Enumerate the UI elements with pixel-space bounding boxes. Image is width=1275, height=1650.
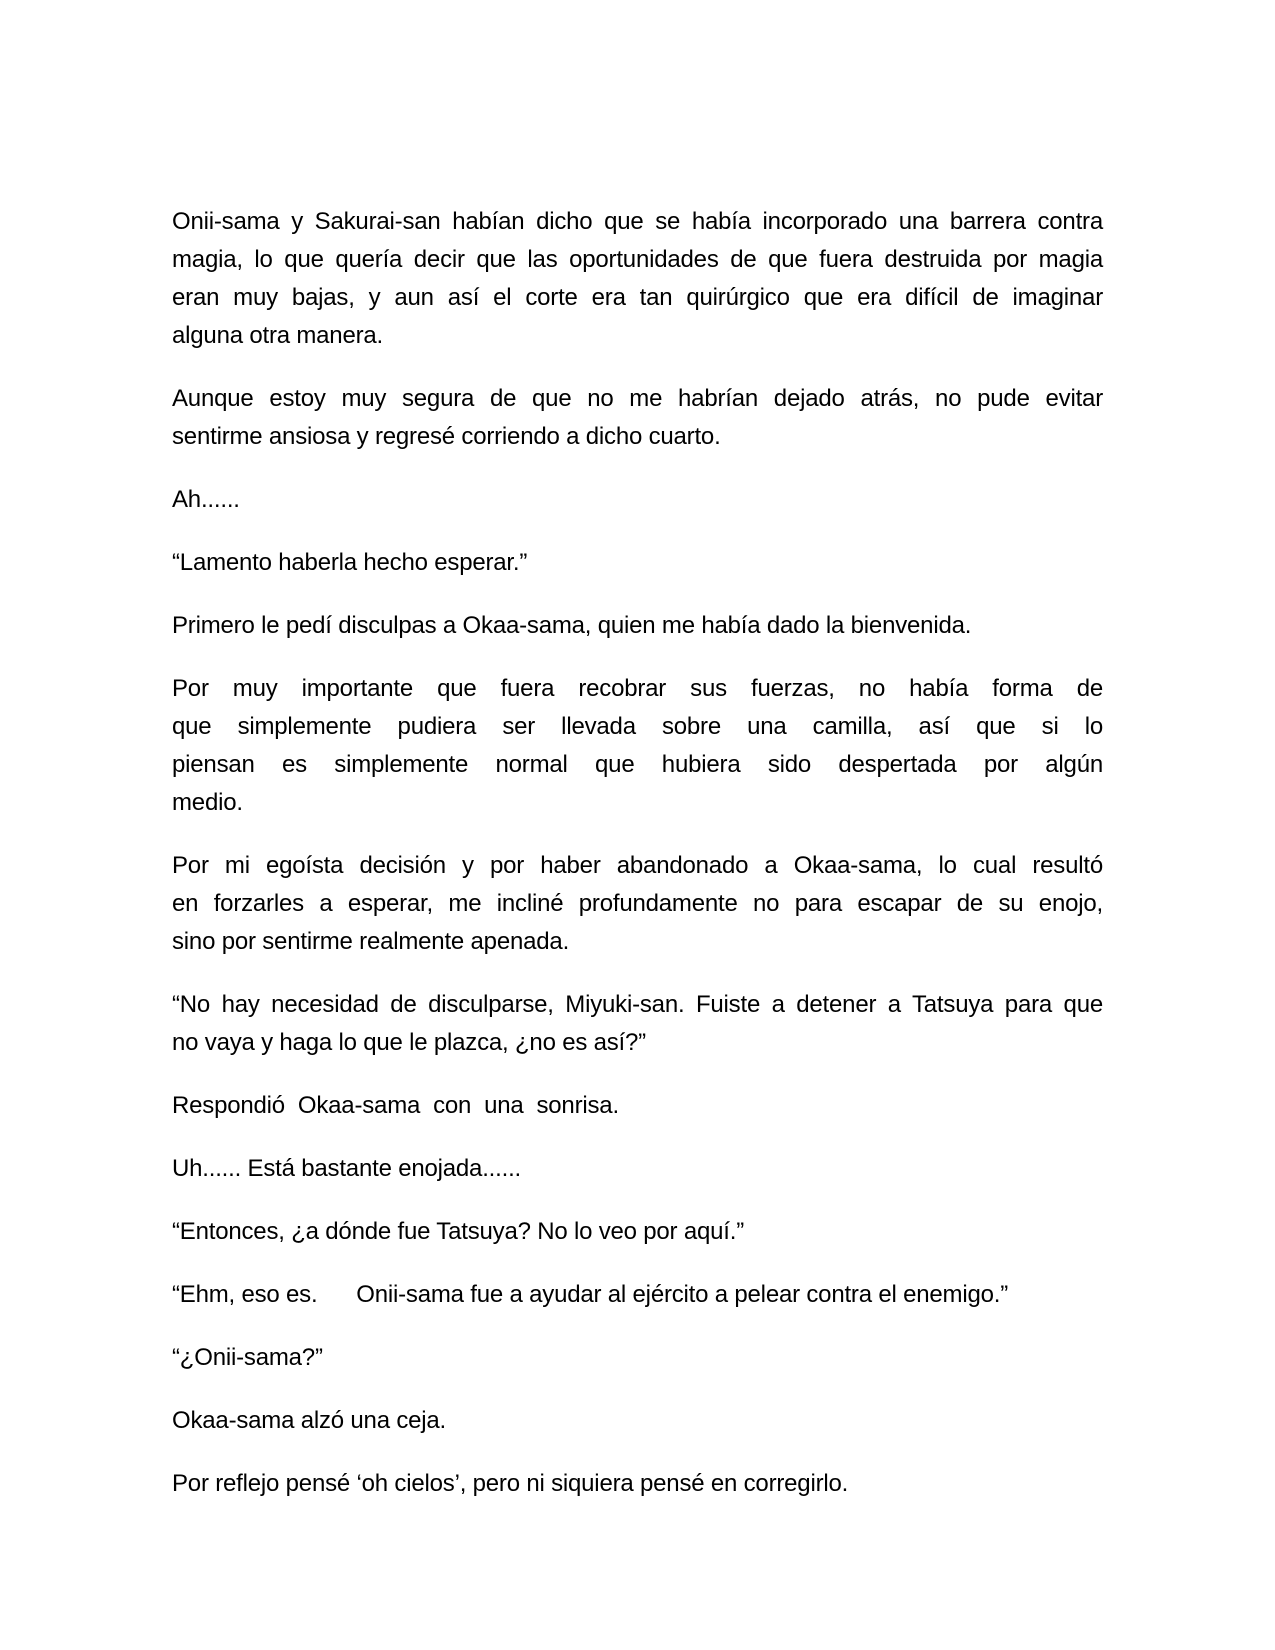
paragraph xyxy=(172,544,1103,582)
paragraph xyxy=(172,986,1103,1062)
text-line: “Lamento haberla hecho esperar.” xyxy=(172,549,528,576)
paragraph xyxy=(172,380,1103,456)
paragraph xyxy=(172,481,1103,519)
text-line: “¿Onii-sama?” xyxy=(172,1344,323,1371)
paragraph xyxy=(172,847,1103,961)
text-line: sentirme ansiosa y regresé corriendo a dicho cuarto. xyxy=(172,423,721,450)
text-line: Ah...... xyxy=(172,486,240,513)
paragraph xyxy=(172,1465,1103,1503)
paragraph xyxy=(172,607,1103,645)
paragraph xyxy=(172,1150,1103,1188)
text-line: en forzarles a esperar, me incliné profundamente no para escapar de su enojo, xyxy=(172,890,1103,917)
text-line: eran muy bajas, y aun así el corte era tan quirúrgico que era difícil de imaginar xyxy=(172,284,1103,311)
paragraph xyxy=(172,670,1103,822)
text-line: Primero le pedí disculpas a Okaa-sama, quien me había dado la bienvenida. xyxy=(172,612,972,639)
text-line: Por reflejo pensé ‘oh cielos’, pero ni siquiera pensé en corregirlo. xyxy=(172,1470,849,1497)
text-line: no vaya y haga lo que le plazca, ¿no es así?” xyxy=(172,1029,646,1056)
text-line: magia, lo que quería decir que las oportunidades de que fuera destruida por magia xyxy=(172,246,1103,273)
text-line: alguna otra manera. xyxy=(172,322,384,349)
text-line: sino por sentirme realmente apenada. xyxy=(172,928,570,955)
text-line: Uh...... Está bastante enojada...... xyxy=(172,1155,522,1182)
text-line: “Ehm, eso es. Onii-sama fue a ayudar al ejército a pelear contra el enemigo.” xyxy=(172,1281,1009,1308)
text-line: Okaa-sama alzó una ceja. xyxy=(172,1407,447,1434)
text-line: Aunque estoy muy segura de que no me habrían dejado atrás, no pude evitar xyxy=(172,385,1103,412)
paragraph xyxy=(172,1213,1103,1251)
paragraph xyxy=(172,1402,1103,1440)
text-line: que simplemente pudiera ser llevada sobre una camilla, así que si lo xyxy=(172,713,1103,740)
paragraph xyxy=(172,203,1103,355)
paragraph xyxy=(172,1339,1103,1377)
text-line: Onii-sama y Sakurai-san habían dicho que se había incorporado una barrera contra xyxy=(172,208,1103,235)
text-line: Respondió Okaa-sama con una sonrisa. xyxy=(172,1092,619,1119)
text-line: “No hay necesidad de disculparse, Miyuki-san. Fuiste a detener a Tatsuya para que xyxy=(172,991,1103,1018)
paragraph xyxy=(172,1087,1103,1125)
text-line: Por mi egoísta decisión y por haber abandonado a Okaa-sama, lo cual resultó xyxy=(172,852,1103,879)
text-line: Por muy importante que fuera recobrar sus fuerzas, no había forma de xyxy=(172,675,1103,702)
text-line: piensan es simplemente normal que hubiera sido despertada por algún xyxy=(172,751,1103,778)
text-line: “Entonces, ¿a dónde fue Tatsuya? No lo veo por aquí.” xyxy=(172,1218,744,1245)
paragraph xyxy=(172,1276,1103,1314)
text-line: medio. xyxy=(172,789,243,816)
